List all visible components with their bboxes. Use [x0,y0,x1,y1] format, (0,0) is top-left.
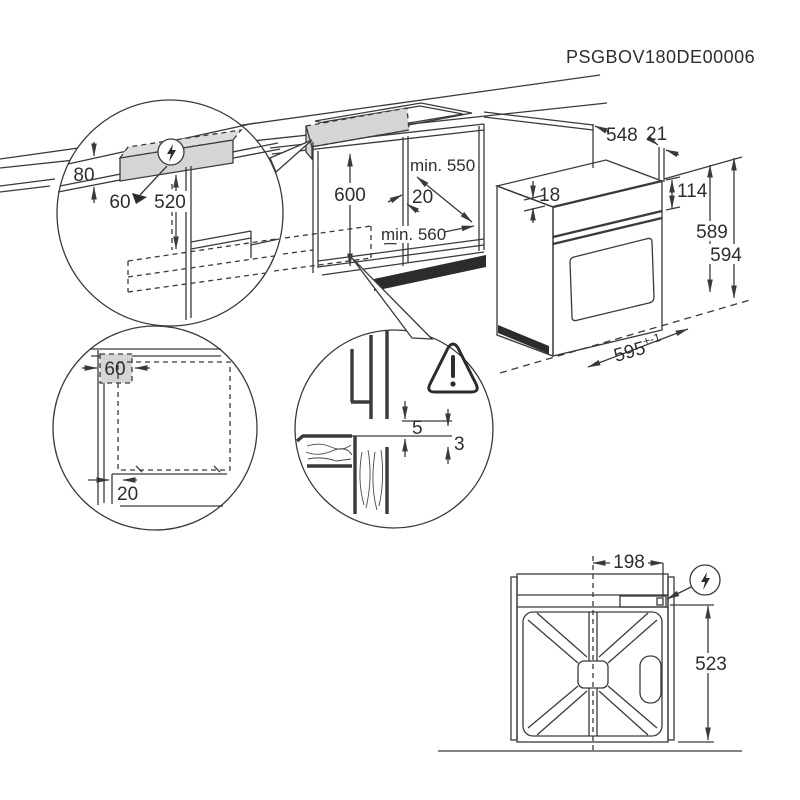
dim-frame-overhang: 21 [646,124,668,145]
model-code: PSGBOV180DE00006 [566,47,756,67]
dim-bottom-gap: 3 [454,434,465,455]
electrical-connection-icon-rear [667,565,720,599]
plinth-strip [374,255,486,291]
mains-terminal [657,598,663,605]
dim-niche-width: min. 560 [381,225,447,244]
hob-cutout [306,103,472,159]
dim-body-width: $595^{+-1}$ [611,330,663,367]
oven-rear-top-view [438,551,742,751]
wedge-to-hob [270,140,312,172]
dim-corner-space-depth: 60 [104,359,126,380]
dim-mains-offset: 198 [613,552,645,573]
dim-corner-space-offset: 20 [117,484,139,505]
dim-body-height: 589 [696,222,728,243]
electrical-connection-icon-top [158,139,184,165]
dim-control-panel-height: 114 [677,181,708,202]
dim-mains-depth: 523 [695,654,727,675]
dim-oven-depth: 548 [606,125,638,146]
oven-dimensions [500,124,750,373]
oven-base-strip [498,325,549,354]
dim-rear-space-depth: 60 [109,192,131,213]
dim-niche-height: 600 [334,185,366,206]
dim-rear-space-height: 80 [73,165,95,186]
dim-rear-gap: 20 [412,187,434,208]
dim-cable-drop: 520 [154,192,186,213]
cabinet-niche [313,124,486,291]
dim-niche-depth: min. 550 [410,156,476,175]
oven-front-face [553,181,662,356]
dim-front-gap: 5 [412,418,423,439]
dim-top-recess: 18 [539,185,561,206]
oven-isometric [497,160,662,356]
dim-overall-height: 594 [710,245,742,266]
oven-door-window [570,238,654,320]
detail-circle-cable-space [57,100,283,326]
